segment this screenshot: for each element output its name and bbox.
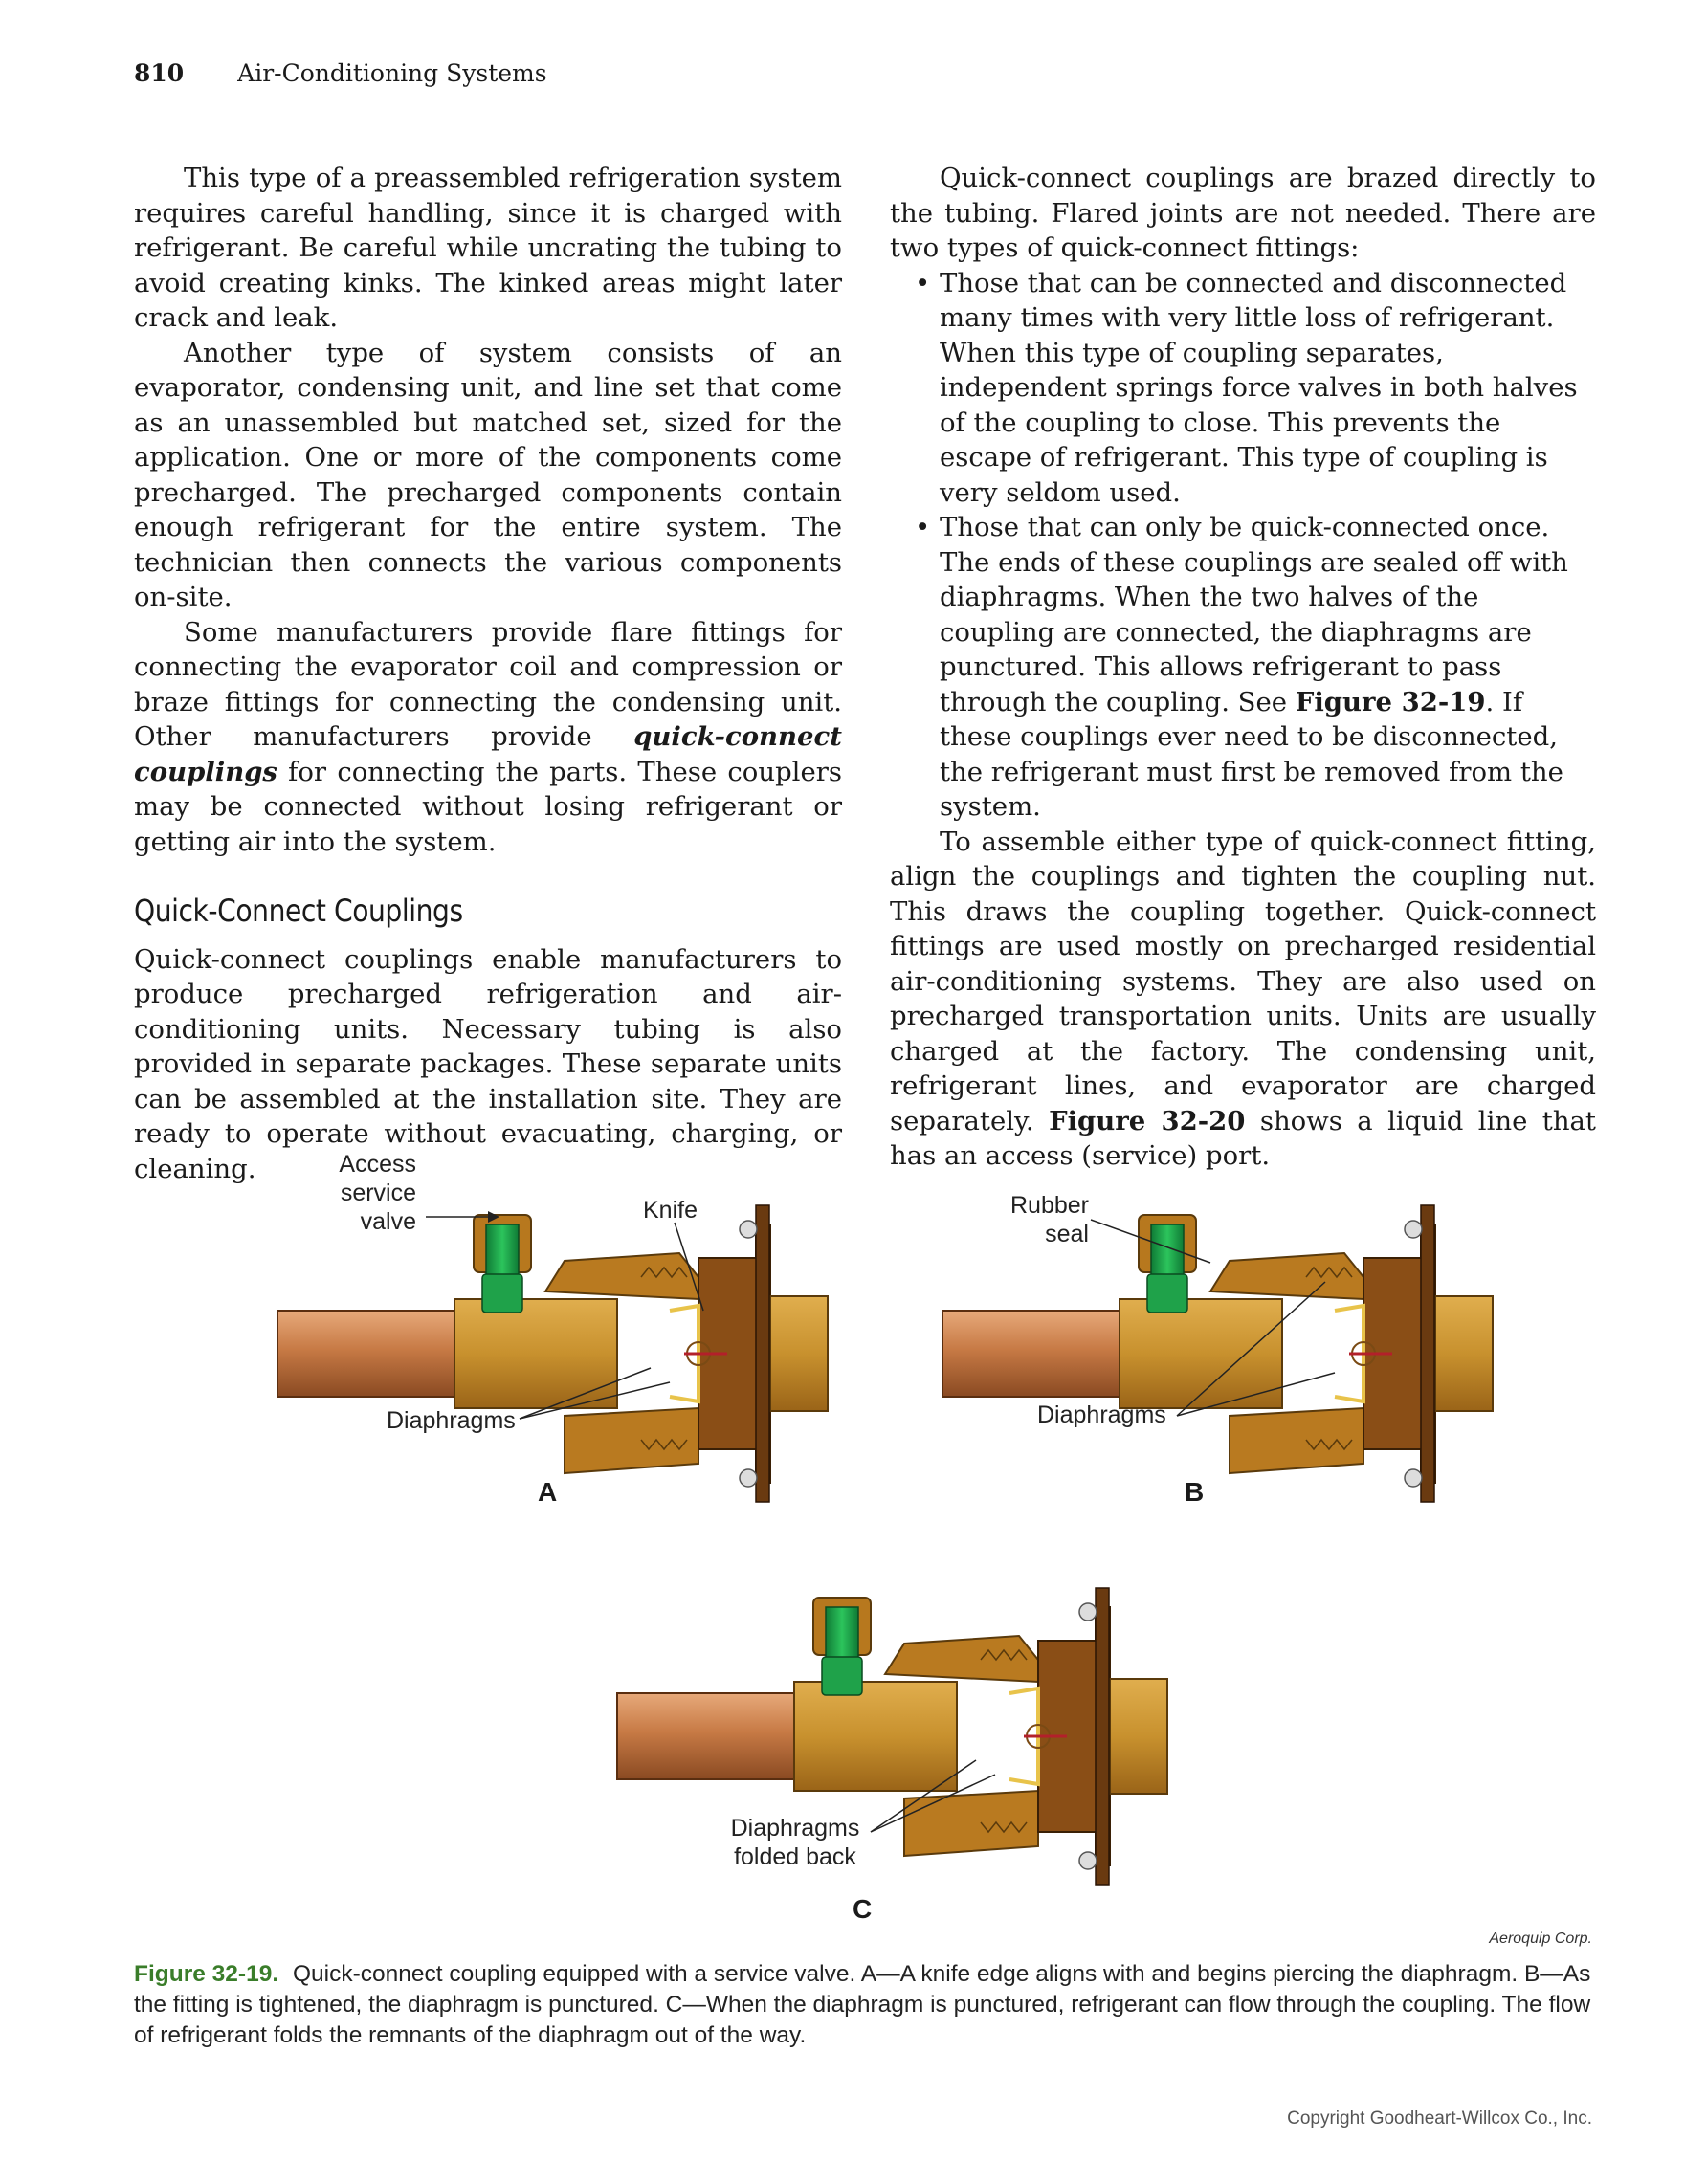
list-item: • Those that can only be quick-connected once. The ends of these couplings are sealed off with diaphragms. When the two halves of the coupling are connected, the diaphragms are punctured. This allows refrigerant to pass through the coupling. See Figure 32-19. If these couplings ever need to be disconnected, the refrigerant must first be removed from the system. xyxy=(940,510,1596,825)
figure-ref[interactable]: Figure 32-19 xyxy=(1295,686,1486,717)
paragraph: Quick-connect couplings enable manufacturers to produce precharged refrigeration and air-conditioning units. Necessary tubing is also provided in separate packages. These separate units can be assembled at the installation site. They are ready to operate without evacuating, charging, or cleaning. xyxy=(134,943,842,1184)
left-column xyxy=(134,161,842,1186)
right-column xyxy=(890,161,1596,1174)
figure-ref[interactable]: Figure 32-20 xyxy=(1049,1105,1246,1136)
label-diaphragms-a: Diaphragms xyxy=(387,1407,516,1434)
panel-label-a: A xyxy=(538,1477,558,1507)
paragraph: Quick-connect couplings are brazed directly to the tubing. Flared joints are not needed. There are two types of quick-connect fittings: xyxy=(890,163,1596,263)
label-rubber-seal: Rubber seal xyxy=(1010,1192,1089,1247)
panel-a-coupler xyxy=(277,1205,828,1502)
paragraph: Another type of system consists of an evaporator, condensing unit, and line set that come as an unassembled but matched set, sized for the application. One or more of the components come precharged. The precharged components contain enough refrigerant for the entire system. The technician then connects the various components on-site. xyxy=(134,337,842,612)
panel-b-coupler xyxy=(942,1205,1493,1502)
panel-label-b: B xyxy=(1185,1477,1205,1507)
caption-text: Quick-connect coupling equipped with a service valve. A—A knife edge aligns with and begins piercing the diaphragm. B—As the fitting is tightened, the diaphragm is punctured. C—When the diaphragm is punctured, refrigerant can flow through the coupling. The flow of refrigerant folds the remnants of the diaphragm out of the way. xyxy=(134,1961,1591,2048)
copyright: Copyright Goodheart-Willcox Co., Inc. xyxy=(1287,2108,1592,2129)
panel-c-coupler xyxy=(617,1588,1167,1885)
figure-caption xyxy=(134,1959,1598,2051)
label-diaphragms-b: Diaphragms xyxy=(1037,1401,1166,1428)
figure-32-19 xyxy=(0,1148,1707,1942)
image-credit: Aeroquip Corp. xyxy=(1489,1930,1592,1947)
caption-title: Figure 32-19. xyxy=(134,1961,279,1987)
key-term: quick-connect couplings xyxy=(134,721,842,787)
label-access-service-valve: Access service valve xyxy=(339,1151,416,1235)
panel-label-c: C xyxy=(853,1894,873,1924)
label-diaphragms-folded-back: Diaphragms folded back xyxy=(730,1815,860,1870)
bullet-list xyxy=(890,266,1596,825)
label-knife: Knife xyxy=(643,1197,698,1224)
running-title: Air-Conditioning Systems xyxy=(237,59,547,87)
section-heading: Quick-Connect Couplings xyxy=(134,893,463,929)
running-head xyxy=(134,59,547,87)
list-item: • Those that can be connected and disconnected many times with very little loss of refrigerant. When this type of coupling separates, independent springs force valves in both halves of the coupling to close. This prevents the escape of refrigerant. This type of coupling is very seldom used. xyxy=(940,266,1596,511)
paragraph: To assemble either type of quick-connect fitting, align the couplings and tighten the coupling nut. This draws the coupling together. Quick-connect fittings are used mostly on precharged residential air-conditioning systems. They are also used on precharged transportation units. Units are usually charged at the factory. The condensing unit, refrigerant lines, and evaporator are charged separately. Figure 32-20 shows a liquid line that has an access (service) port. xyxy=(890,826,1596,1171)
page-number: 810 xyxy=(134,59,185,87)
paragraph: This type of a preassembled refrigeration system requires careful handling, since it is charged with refrigerant. Be careful while uncrating the tubing to avoid creating kinks. The kinked areas might later crack and leak. xyxy=(134,163,842,333)
paragraph: Some manufacturers provide flare fittings for connecting the evaporator coil and compression or braze fittings for connecting the condensing unit. Other manufacturers provide quick-connect couplings for connecting the parts. These couplers may be connected without losing refrigerant or getting air into the system. xyxy=(134,616,842,857)
